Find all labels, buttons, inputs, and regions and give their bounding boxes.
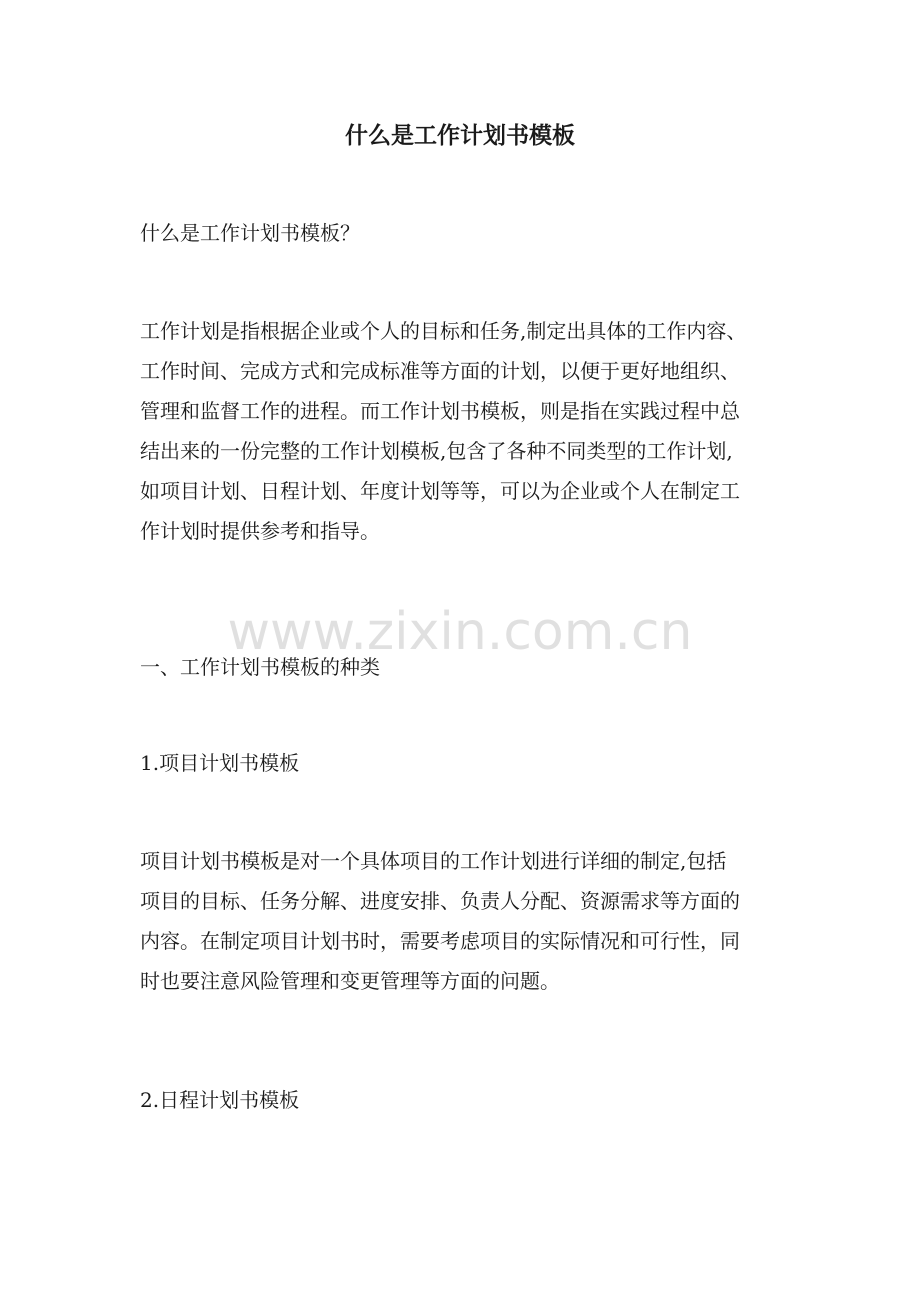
project-plan-paragraph [140,846,800,1006]
paragraph-line: 管理和监督工作的进程。而工作计划书模板，则是指在实践过程中总 [140,399,740,423]
section-heading: 一、工作计划书模板的种类 [140,655,380,679]
paragraph-line: 时也要注意风险管理和变更管理等方面的问题。 [140,969,560,993]
intro-paragraph [140,316,800,556]
subsection-heading: 2.日程计划书模板 [140,1088,300,1112]
subsection-heading: 1.项目计划书模板 [140,751,300,775]
paragraph-line: 项目计划书模板是对一个具体项目的工作计划进行详细的制定,包括 [140,849,727,873]
paragraph-line: 内容。在制定项目计划书时，需要考虑项目的实际情况和可行性，同 [140,929,740,953]
paragraph-line: 如项目计划、日程计划、年度计划等等，可以为企业或个人在制定工 [140,479,740,503]
paragraph-line: 结出来的一份完整的工作计划模板,包含了各种不同类型的工作计划, [140,439,733,463]
paragraph-line: 工作时间、完成方式和完成标准等方面的计划，以便于更好地组织、 [140,359,740,383]
question-heading: 什么是工作计划书模板？ [140,221,360,245]
watermark: www.zixin.com.cn [227,602,693,662]
paragraph-line: 工作计划是指根据企业或个人的目标和任务,制定出具体的工作内容、 [140,319,747,343]
paragraph-line: 作计划时提供参考和指导。 [140,519,380,543]
document-title: 什么是工作计划书模板 [345,122,575,149]
paragraph-line: 项目的目标、任务分解、进度安排、负责人分配、资源需求等方面的 [140,889,740,913]
